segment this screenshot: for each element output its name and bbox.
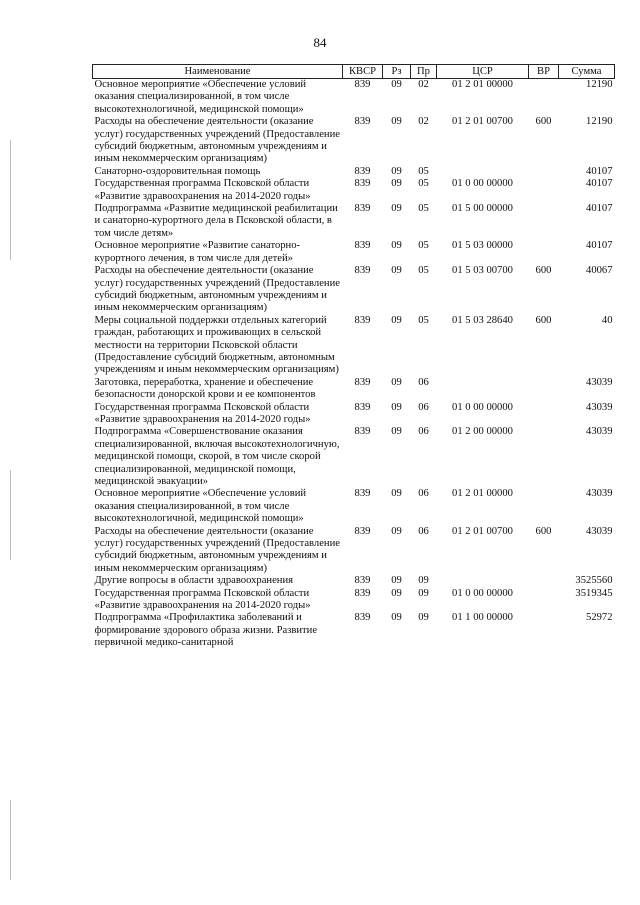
table-row <box>93 575 615 587</box>
cell-name: Подпрограмма «Развитие медицинской реабилитации и санаторно-курортного дела в Псковской области, в том числе детям» <box>94 203 338 239</box>
cell-sum: 43039 <box>586 376 613 388</box>
cell-pr: 05 <box>418 178 429 190</box>
cell-sum: 12190 <box>586 79 613 90</box>
cell-pr: 09 <box>418 575 429 587</box>
cell-csr: 01 5 03 00700 <box>452 265 513 277</box>
cell-csr: 01 5 00 00000 <box>452 203 513 215</box>
cell-kvsr: 839 <box>354 79 371 90</box>
table-row <box>93 377 615 402</box>
cell-sum: 40107 <box>586 203 613 215</box>
cell-pr: 09 <box>418 612 429 624</box>
cell-vr <box>529 377 559 402</box>
cell-sum: 43039 <box>586 401 613 413</box>
column-header-rz: Рз <box>383 65 411 79</box>
cell-rz: 09 <box>391 587 402 599</box>
cell-rz: 09 <box>391 79 402 90</box>
cell-vr: 600 <box>535 116 552 128</box>
cell-vr <box>529 488 559 525</box>
table-row <box>93 116 615 166</box>
cell-vr <box>529 402 559 427</box>
table-row <box>93 426 615 488</box>
cell-csr: 01 2 00 00000 <box>452 426 513 438</box>
cell-rz: 09 <box>391 401 402 413</box>
column-header-name: Наименование <box>93 65 343 79</box>
cell-sum: 52972 <box>586 612 613 624</box>
cell-kvsr: 839 <box>354 575 371 587</box>
cell-name: Государственная программа Псковской области «Развитие здравоохранения на 2014-2020 годы» <box>94 401 311 425</box>
cell-vr <box>529 79 559 117</box>
cell-sum: 12190 <box>586 116 613 128</box>
cell-rz: 09 <box>391 240 402 252</box>
cell-vr: 600 <box>535 525 552 537</box>
cell-vr <box>529 240 559 265</box>
cell-rz: 09 <box>391 525 402 537</box>
column-header-csr: ЦСР <box>437 65 529 79</box>
table-row <box>93 488 615 525</box>
cell-vr <box>529 426 559 488</box>
cell-csr: 01 5 03 00000 <box>452 240 513 252</box>
cell-name: Меры социальной поддержки отдельных категорий граждан, работающих и проживающих в сельской местности на территории Псковской области (Предоставление субсидий бюджетным, автономным учреждениям и иным некоммерческим организациям) <box>94 314 339 376</box>
cell-kvsr: 839 <box>354 240 371 252</box>
cell-name: Основное мероприятие «Развитие санаторно-курортного лечения, в том числе для детей» <box>94 240 301 264</box>
cell-rz: 09 <box>391 178 402 190</box>
cell-pr: 05 <box>418 240 429 252</box>
cell-kvsr: 839 <box>354 178 371 190</box>
cell-sum: 43039 <box>586 525 613 537</box>
cell-rz: 09 <box>391 165 402 177</box>
cell-pr: 05 <box>418 314 429 326</box>
cell-kvsr: 839 <box>354 314 371 326</box>
cell-pr: 05 <box>418 165 429 177</box>
cell-sum: 40107 <box>586 165 613 177</box>
cell-vr <box>529 612 559 649</box>
table-row <box>93 265 615 315</box>
cell-name: Государственная программа Псковской области «Развитие здравоохранения на 2014-2020 годы» <box>94 587 311 612</box>
cell-sum: 43039 <box>586 488 613 500</box>
scan-edge-mark <box>10 140 11 260</box>
cell-csr: 01 1 00 00000 <box>452 612 513 624</box>
cell-sum: 3519345 <box>575 587 613 599</box>
cell-rz: 09 <box>391 426 402 438</box>
cell-pr: 06 <box>418 488 429 500</box>
cell-kvsr: 839 <box>354 116 371 128</box>
cell-rz: 09 <box>391 203 402 215</box>
cell-rz: 09 <box>391 116 402 128</box>
cell-csr: 01 2 01 00000 <box>452 488 513 500</box>
cell-rz: 09 <box>391 612 402 624</box>
cell-csr: 01 0 00 00000 <box>452 401 513 413</box>
cell-csr: 01 5 03 28640 <box>452 314 513 326</box>
cell-sum: 40107 <box>586 178 613 190</box>
column-header-vr: ВР <box>529 65 559 79</box>
table-row <box>93 79 615 117</box>
cell-kvsr: 839 <box>354 612 371 624</box>
cell-kvsr: 839 <box>354 165 371 177</box>
cell-csr: 01 2 01 00700 <box>452 116 513 128</box>
cell-pr: 06 <box>418 401 429 413</box>
cell-sum: 40 <box>601 314 613 326</box>
cell-pr: 06 <box>418 525 429 537</box>
cell-vr <box>529 588 559 613</box>
cell-kvsr: 839 <box>354 587 371 599</box>
table-row <box>93 203 615 240</box>
cell-csr: 01 0 00 00000 <box>452 587 513 599</box>
cell-name: Расходы на обеспечение деятельности (оказание услуг) государственных учреждений (Предоставление субсидий бюджетным, автономным учреждениям и иным некоммерческим организациям) <box>94 525 340 574</box>
cell-csr: 01 0 00 00000 <box>452 178 513 190</box>
cell-vr <box>529 178 559 203</box>
cell-csr: 01 2 01 00700 <box>452 525 513 537</box>
cell-pr: 05 <box>418 265 429 277</box>
page-number: 84 <box>313 35 327 50</box>
column-header-pr: Пр <box>411 65 437 79</box>
table-row <box>93 240 615 265</box>
budget-table <box>92 64 615 650</box>
cell-sum: 3525560 <box>575 575 613 587</box>
cell-vr <box>529 575 559 587</box>
cell-vr <box>529 203 559 240</box>
cell-kvsr: 839 <box>354 426 371 438</box>
table-row <box>93 178 615 203</box>
cell-name: Расходы на обеспечение деятельности (оказание услуг) государственных учреждений (Предоставление субсидий бюджетным, автономным учреждениям и иным некоммерческим организациям) <box>94 116 340 165</box>
cell-name: Основное мероприятие «Обеспечение условий оказания специализированной, в том числе высокотехнологичной, медицинской помощи» <box>94 488 307 525</box>
cell-name: Основное мероприятие «Обеспечение условий оказания специализированной, в том числе высокотехнологичной, медицинской помощи» <box>94 79 307 115</box>
cell-name: Санаторно-оздоровительная помощь <box>94 165 261 177</box>
cell-pr: 02 <box>418 116 429 128</box>
table-row <box>93 166 615 178</box>
cell-name: Расходы на обеспечение деятельности (оказание услуг) государственных учреждений (Предоставление субсидий бюджетным, автономным учреждениям и иным некоммерческим организациям) <box>94 265 340 314</box>
table-header <box>93 65 615 79</box>
cell-kvsr: 839 <box>354 376 371 388</box>
cell-pr: 06 <box>418 426 429 438</box>
cell-name: Другие вопросы в области здравоохранения <box>94 575 293 587</box>
column-header-sum: Сумма <box>559 65 615 79</box>
table-row <box>93 315 615 377</box>
cell-name: Подпрограмма «Совершенствование оказания специализированной, включая высокотехнологичную, медицинской помощи, скорой, в том числе скорой специализированной, медицинской помощи, медицинской эвакуации» <box>94 426 340 487</box>
cell-csr: 01 2 01 00000 <box>452 79 513 90</box>
cell-rz: 09 <box>391 575 402 587</box>
table-row <box>93 526 615 576</box>
cell-kvsr: 839 <box>354 203 371 215</box>
table-row <box>93 588 615 613</box>
cell-pr: 05 <box>418 203 429 215</box>
cell-csr <box>437 575 529 587</box>
column-header-kvsr: КВСР <box>343 65 383 79</box>
cell-sum: 40067 <box>586 265 613 277</box>
cell-pr: 06 <box>418 376 429 388</box>
table-row <box>93 402 615 427</box>
cell-name: Подпрограмма «Профилактика заболеваний и формирование здорового образа жизни. Развитие первичной медико-санитарной <box>94 612 318 649</box>
cell-rz: 09 <box>391 488 402 500</box>
cell-kvsr: 839 <box>354 525 371 537</box>
cell-vr <box>529 166 559 178</box>
cell-sum: 43039 <box>586 426 613 438</box>
table-body <box>93 79 615 650</box>
cell-vr: 600 <box>535 314 552 326</box>
scan-edge-mark <box>10 470 11 560</box>
cell-rz: 09 <box>391 265 402 277</box>
scan-edge-mark <box>10 800 11 880</box>
cell-rz: 09 <box>391 314 402 326</box>
cell-sum: 40107 <box>586 240 613 252</box>
table-row <box>93 612 615 649</box>
cell-kvsr: 839 <box>354 265 371 277</box>
cell-rz: 09 <box>391 376 402 388</box>
cell-pr: 09 <box>418 587 429 599</box>
cell-name: Заготовка, переработка, хранение и обеспечение безопасности донорской крови и ее компонентов <box>94 376 316 401</box>
cell-name: Государственная программа Псковской области «Развитие здравоохранения на 2014-2020 годы» <box>94 178 311 202</box>
cell-csr <box>437 377 529 402</box>
cell-kvsr: 839 <box>354 401 371 413</box>
cell-pr: 02 <box>418 79 429 90</box>
cell-kvsr: 839 <box>354 488 371 500</box>
cell-csr <box>437 166 529 178</box>
cell-vr: 600 <box>535 265 552 277</box>
